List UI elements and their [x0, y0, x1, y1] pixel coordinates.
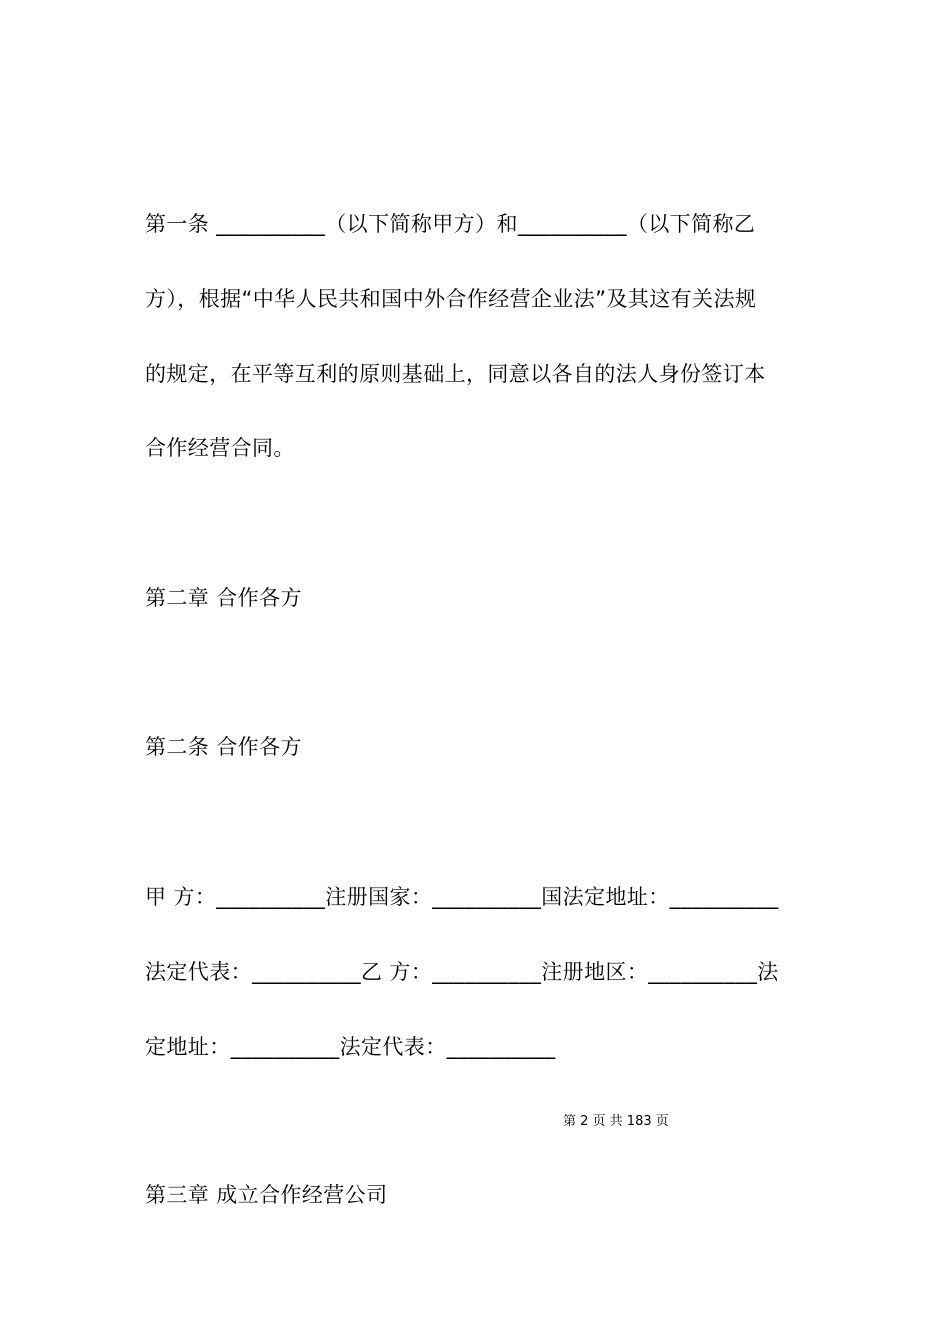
chapter-3-heading: 第三章 成立合作经营公司: [145, 1183, 388, 1207]
parties-line-3: 定地址：__________法定代表：__________: [145, 1035, 556, 1059]
parties-line-1: 甲 方：__________注册国家：__________国法定地址：__________: [145, 885, 779, 909]
article-1-line-1: 第一条 __________（以下简称甲方）和__________（以下简称乙: [145, 212, 756, 236]
parties-line-2: 法定代表：__________乙 方：__________注册地区：__________法: [145, 960, 779, 984]
page-footer: 第 2 页 共 183 页: [563, 1114, 669, 1129]
chapter-2-heading: 第二章 合作各方: [145, 586, 302, 610]
article-1-line-4: 合作经营合同。: [145, 436, 295, 460]
article-1-line-3: 的规定，在平等互利的原则基础上，同意以各自的法人身份签订本: [145, 362, 766, 386]
article-2-heading: 第二条 合作各方: [145, 735, 302, 759]
article-1-line-2: 方），根据“中华人民共和国中外合作经营企业法”及其这有关法规: [145, 287, 757, 311]
